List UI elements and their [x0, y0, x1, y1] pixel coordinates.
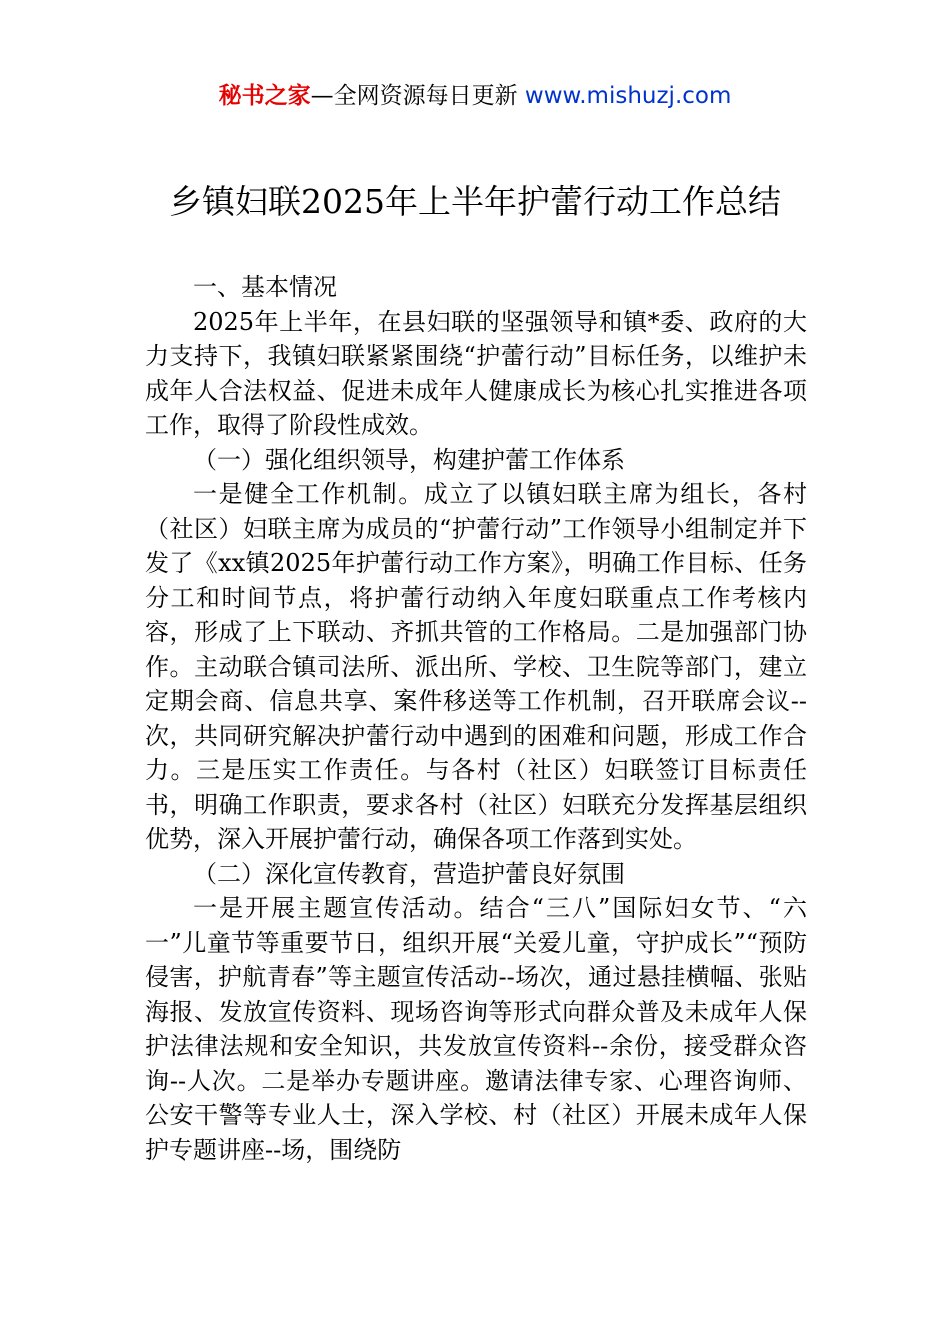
subsection-heading-organization: （一）强化组织领导，构建护蕾工作体系 — [193, 445, 625, 474]
document-title: 乡镇妇联2025年上半年护蕾行动工作总结 — [169, 182, 781, 221]
intro-paragraph: 2025年上半年，在县妇联的坚强领导和镇*委、政府的大力支持下，我镇妇联紧紧围绕“护蕾行动”目标任务，以维护未成年人合法权益、促进未成年人健康成长为核心扎实推进各项工作，取得了阶段性成效。 — [145, 307, 807, 439]
subsection-body-organization: 一是健全工作机制。成立了以镇妇联主席为组长，各村（社区）妇联主席为成员的“护蕾行动”工作领导小组制定并下发了《xx镇2025年护蕾行动工作方案》，明确工作目标、任务分工和时间节点，将护蕾行动纳入年度妇联重点工作考核内容，形成了上下联动、齐抓共管的工作格局。二是加强部门协作。主动联合镇司法所、派出所、学校、卫生院等部门，建立定期会商、信息共享、案件移送等工作机制，召开联席会议--次，共同研究解决护蕾行动中遇到的困难和问题，形成工作合力。三是压实工作责任。与各村（社区）妇联签订目标责任书，明确工作职责，要求各村（社区）妇联充分发挥基层组织优势，深入开展护蕾行动，确保各项工作落到实处。 — [145, 480, 807, 853]
section-heading-basic-situation: 一、基本情况 — [193, 273, 337, 301]
banner-url-link[interactable]: www.mishuzj.com — [524, 83, 732, 109]
banner-tagline: —全网资源每日更新 — [310, 83, 525, 109]
site-banner — [0, 80, 950, 112]
subsection-body-publicity: 一是开展主题宣传活动。结合“三八”国际妇女节、“六一”儿童节等重要节日，组织开展“关爱儿童，守护成长”“预防侵害，护航青春”等主题宣传活动--场次，通过悬挂横幅、张贴海报、发放宣传资料、现场咨询等形式向群众普及未成年人保护法律法规和安全知识，共发放宣传资料--余份，接受群众咨询--人次。二是举办专题讲座。邀请法律专家、心理咨询师、公安干警等专业人士，深入学校、村（社区）开展未成年人保护专题讲座--场，围绕防 — [145, 894, 807, 1164]
banner-brand: 秘书之家 — [218, 83, 311, 109]
document-body — [145, 270, 807, 1167]
subsection-heading-publicity: （二）深化宣传教育，营造护蕾良好氛围 — [193, 859, 625, 888]
